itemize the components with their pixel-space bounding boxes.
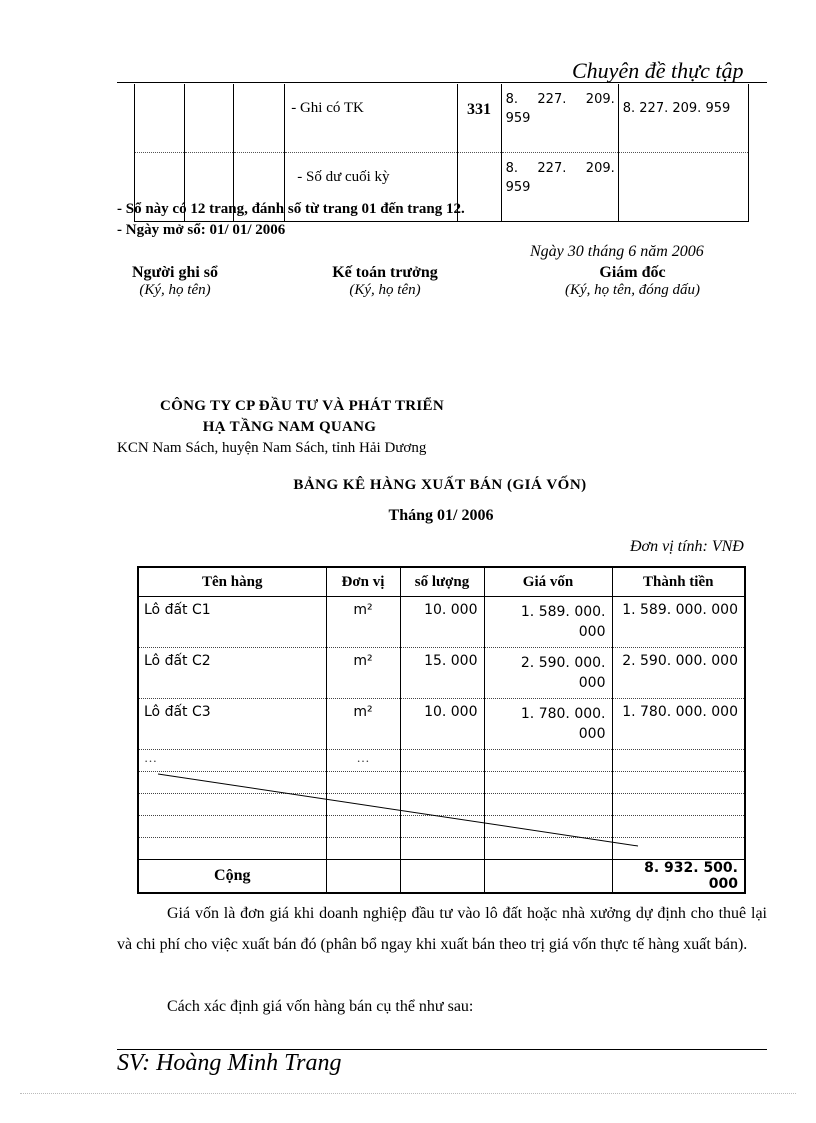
body-paragraph: Cách xác định giá vốn hàng bán cụ thể như sau: bbox=[167, 998, 474, 1015]
signature-title: Kế toán trưởng bbox=[332, 264, 438, 281]
ellipsis: … bbox=[138, 750, 326, 772]
ledger-label: - Ghi có TK bbox=[285, 84, 457, 153]
debit-part: 209. bbox=[585, 92, 615, 107]
column-header: Thành tiền bbox=[612, 567, 745, 597]
debit-tail: 959 bbox=[505, 111, 531, 126]
company-name-line2: HẠ TẦNG NAM QUANG bbox=[202, 419, 377, 435]
cost-tail: 000 bbox=[578, 726, 606, 742]
page-bottom-rule bbox=[20, 1093, 796, 1094]
column-header: Tên hàng bbox=[138, 567, 326, 597]
item-name: Lô đất C2 bbox=[138, 648, 326, 699]
signature-date: Ngày 30 tháng 6 năm 2006 bbox=[530, 243, 704, 260]
footer-student: SV: Hoàng Minh Trang bbox=[117, 1050, 342, 1076]
debit-part: 227. bbox=[537, 161, 567, 176]
signature-title: Người ghi sổ bbox=[131, 264, 219, 281]
item-amount: 1. 589. 000. 000 bbox=[612, 597, 745, 648]
item-unit: m² bbox=[326, 699, 400, 750]
signature-sub: (Ký, họ tên) bbox=[349, 282, 421, 298]
debit-part: 8. bbox=[505, 92, 518, 107]
signature-sub: (Ký, họ tên, đóng dấu) bbox=[565, 282, 700, 298]
item-amount: 1. 780. 000. 000 bbox=[612, 699, 745, 750]
ledger-label: - Số dư cuối kỳ bbox=[285, 153, 457, 222]
debit-tail: 959 bbox=[505, 180, 531, 195]
debit-part: 209. bbox=[585, 161, 615, 176]
strike-through-line bbox=[158, 774, 638, 846]
company-name-line1: CÔNG TY CP ĐẦU TƯ VÀ PHÁT TRIỂN bbox=[160, 398, 444, 414]
note-open-date: - Ngày mở sổ: 01/ 01/ 2006 bbox=[117, 222, 286, 238]
cost-main: 1. 589. 000. bbox=[520, 604, 606, 620]
cost-tail: 000 bbox=[578, 675, 606, 691]
report-unit: Đơn vị tính: VNĐ bbox=[630, 538, 744, 555]
ledger-account: 331 bbox=[457, 84, 501, 153]
cost-tail: 000 bbox=[578, 624, 606, 640]
column-header: Giá vốn bbox=[484, 567, 612, 597]
signature-title: Giám đốc bbox=[599, 264, 666, 281]
item-unit: m² bbox=[326, 597, 400, 648]
signature-sub: (Ký, họ tên) bbox=[139, 282, 211, 298]
debit-part: 8. bbox=[505, 161, 518, 176]
column-header: Đơn vị bbox=[326, 567, 400, 597]
report-title: BẢNG KÊ HÀNG XUẤT BÁN (GIÁ VỐN) bbox=[293, 477, 587, 493]
column-header: số lượng bbox=[400, 567, 484, 597]
total-label: Cộng bbox=[138, 860, 326, 894]
ledger-credit: 8. 227. 209. 959 bbox=[618, 84, 748, 153]
page-header-title: Chuyên đề thực tập bbox=[572, 58, 744, 83]
item-unit: m² bbox=[326, 648, 400, 699]
item-name: Lô đất C1 bbox=[138, 597, 326, 648]
report-month: Tháng 01/ 2006 bbox=[388, 507, 494, 524]
ellipsis: … bbox=[326, 750, 400, 772]
debit-part: 227. bbox=[537, 92, 567, 107]
item-qty: 10. 000 bbox=[400, 597, 484, 648]
cost-main: 2. 590. 000. bbox=[520, 655, 606, 671]
item-name: Lô đất C3 bbox=[138, 699, 326, 750]
item-qty: 10. 000 bbox=[400, 699, 484, 750]
company-address: KCN Nam Sách, huyện Nam Sách, tỉnh Hải Dương bbox=[117, 440, 427, 456]
cost-main: 1. 780. 000. bbox=[520, 706, 606, 722]
body-paragraph: Giá vốn là đơn giá khi doanh nghiệp đầu tư vào lô đất hoặc nhà xưởng dự định cho thuê lại và chi phí cho việc xuất bán đó (phân bổ ngay khi xuất bán theo trị giá vốn thực tế hàng xuất bán). bbox=[117, 905, 767, 953]
item-qty: 15. 000 bbox=[400, 648, 484, 699]
note-pages: - Sổ này có 12 trang, đánh số từ trang 01 đến trang 12. bbox=[117, 201, 465, 217]
item-amount: 2. 590. 000. 000 bbox=[612, 648, 745, 699]
total-value: 8. 932. 500. 000 bbox=[612, 860, 745, 894]
